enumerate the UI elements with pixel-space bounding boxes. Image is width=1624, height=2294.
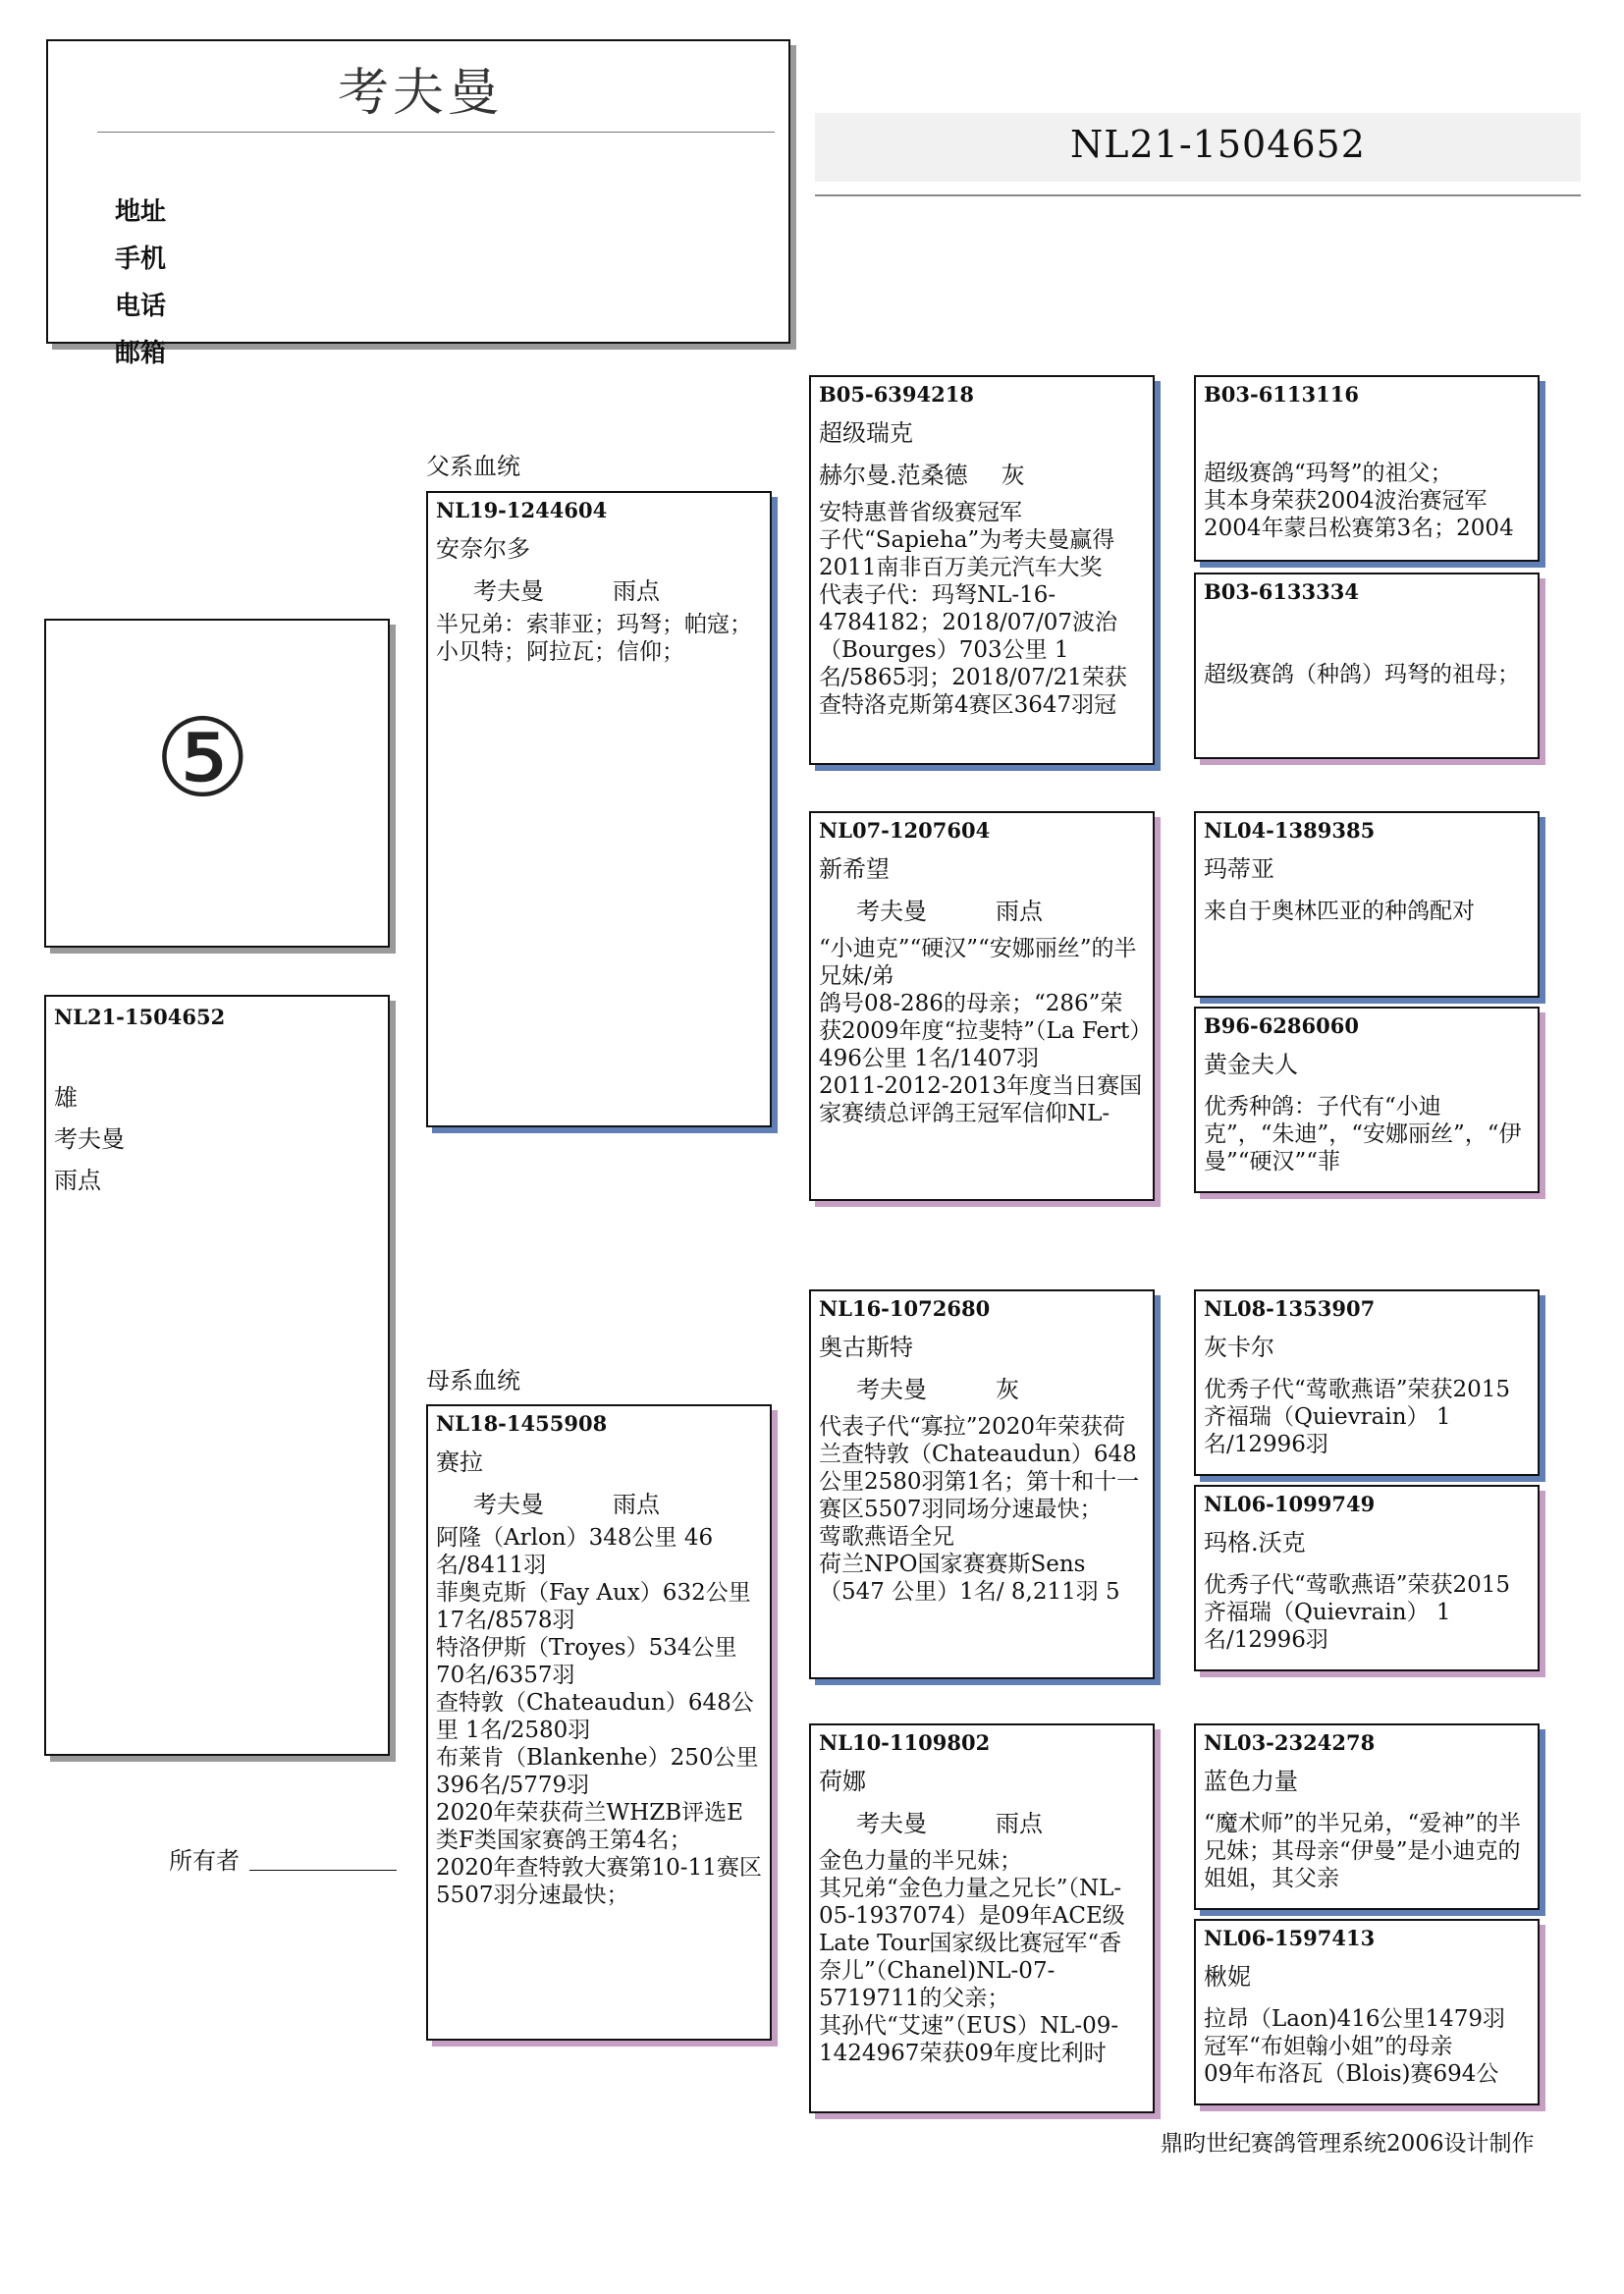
gp1-name: 超级瑞克 [819,419,913,447]
gp1-ring: B05-6394218 [819,382,974,407]
subject-color: 雨点 [54,1167,101,1194]
subject-details [54,1077,125,1201]
sire-box [426,491,772,1127]
grandparent-box-3 [809,1289,1155,1679]
great-grandparent-box-2 [1194,573,1540,759]
gp3-ring: NL16-1072680 [819,1296,991,1321]
gp3-breeder-row [811,1373,1019,1406]
ring-header: NL21-1504652 [1070,123,1366,166]
ggp7-name: 蓝色力量 [1204,1768,1298,1795]
great-grandparent-box-7 [1194,1723,1540,1910]
ggp8-notes: 拉昂（Laon)416公里1479羽冠军“布妲翰小姐”的母亲 09年布洛瓦（Blois)赛694公 [1204,2006,1506,2087]
gp1-breeder-row [811,459,1025,492]
ggp4-notes: 优秀种鸽：子代有“小迪克”，“朱迪”，“安娜丽丝”，“伊曼”“硬汉”“菲 [1204,1094,1522,1174]
grandparent-box-1 [809,375,1155,765]
owner-name: 考夫曼 [337,64,503,123]
gp2-breeder-row [811,895,1043,928]
photo-mark: ⑤ [154,695,251,821]
gp2-name: 新希望 [819,855,890,883]
ggp6-name: 玛格.沃克 [1204,1529,1306,1557]
gp2-color: 雨点 [996,898,1043,925]
gp3-color: 灰 [996,1376,1019,1403]
ggp5-name: 灰卡尔 [1204,1334,1274,1361]
gp3-breeder: 考夫曼 [856,1376,927,1403]
great-grandparent-box-5 [1194,1289,1540,1476]
great-grandparent-box-3 [1194,811,1540,998]
gp3-name: 奥古斯特 [819,1334,913,1361]
sire-color: 雨点 [613,577,660,605]
great-grandparent-box-1 [1194,375,1540,562]
owner-card [46,39,790,368]
ggp3-ring: NL04-1389385 [1204,818,1376,843]
ggp5-ring: NL08-1353907 [1204,1296,1376,1321]
dam-breeder: 考夫曼 [473,1491,544,1518]
owner-label: 所有者 [169,1847,240,1875]
ring-header-underline [815,194,1581,196]
photo-box [44,619,390,948]
email-label: 邮箱 [115,339,167,368]
ggp2-notes: 超级赛鸽（种鸽）玛弩的祖母； [1204,662,1520,687]
phone-label: 电话 [115,292,167,321]
dam-section-label: 母系血统 [426,1367,520,1394]
ggp3-notes: 来自于奥林匹亚的种鸽配对 [1204,899,1475,924]
ggp3-name: 玛蒂亚 [1204,855,1274,883]
contact-labels [115,189,166,377]
sire-breeder-row [428,574,660,608]
ggp1-notes: 超级赛鸽“玛弩”的祖父； 其本身荣获2004波治赛冠军 2004年蒙吕松赛第3名；2004 [1204,461,1514,541]
gp4-ring: NL10-1109802 [819,1730,991,1755]
subject-box [44,995,390,1756]
subject-sex: 雄 [54,1084,78,1112]
gp1-breeder: 赫尔曼.范桑德 [819,462,968,489]
gp1-notes: 安特惠普省级赛冠军 子代“Sapieha”为考夫曼赢得2011南非百万美元汽车大奖 代表子代：玛弩NL-16-4784182；2018/07/07波治（Bourges）703公里 1名/5865羽；2018/07/21荣获查特洛克斯第4赛区3647羽冠 [819,500,1127,718]
subject-breeder: 考夫曼 [54,1125,125,1153]
great-grandparent-box-6 [1194,1485,1540,1671]
dam-color: 雨点 [613,1491,660,1518]
dam-notes: 阿隆（Arlon）348公里 46名/8411羽 菲奥克斯（Fay Aux）632公里 17名/8578羽 特洛伊斯（Troyes）534公里 70名/6357羽 查特敦（Chateaudun）648公里 1名/2580羽 布莱肯（Blankenhe）250公里 396名/5779羽 2020年荣获荷兰WHZB评选E类F类国家赛鸽王第4名； 2020年查特敦大赛第10-11赛区5507羽分速最快； [436,1525,762,1908]
sire-ring: NL19-1244604 [436,498,608,522]
grandparent-box-2 [809,811,1155,1201]
ggp7-notes: “魔术师”的半兄弟，“爱神”的半兄妹；其母亲“伊曼”是小迪克的姐姐，其父亲 [1204,1811,1522,1891]
ggp5-notes: 优秀子代“莺歌燕语”荣获2015齐福瑞（Quievrain） 1名/12996羽 [1204,1377,1511,1457]
subject-ring: NL21-1504652 [54,1005,226,1029]
gp3-notes: 代表子代“寡拉”2020年荣获荷兰查特敦（Chateaudun）648公里2580羽第1名；第十和十一赛区5507羽同场分速最快； 莺歌燕语全兄 荷兰NPO国家赛赛斯Sens（547 公里）1名/ 8,211羽 5 [819,1414,1140,1605]
sire-notes: 半兄弟：索菲亚；玛弩；帕寇；小贝特；阿拉瓦；信仰； [436,612,752,665]
grandparent-box-4 [809,1723,1155,2113]
ggp4-name: 黄金夫人 [1204,1051,1298,1078]
dam-breeder-row [428,1488,660,1521]
gp2-breeder: 考夫曼 [856,898,927,925]
gp4-color: 雨点 [996,1810,1043,1837]
ggp2-ring: B03-6133334 [1204,579,1359,604]
great-grandparent-box-4 [1194,1007,1540,1193]
dam-name: 赛拉 [436,1448,483,1476]
dam-ring: NL18-1455908 [436,1411,608,1436]
gp2-notes: “小迪克”“硬汉”“安娜丽丝”的半兄妹/弟 鸽号08-286的母亲；“286”荣获2009年度“拉斐特”（La Fert）496公里 1名/1407羽 2011-2012-2013年度当日赛国家赛绩总评鸽王冠军信仰NL- [819,936,1143,1126]
ggp8-name: 楸妮 [1204,1963,1251,1991]
gp1-color: 灰 [1001,462,1025,489]
owner-card-divider [97,132,775,133]
great-grandparent-box-8 [1194,1919,1540,2105]
owner-signature [169,1846,397,1876]
footer-credit: 鼎昀世纪赛鸽管理系统2006设计制作 [1161,2131,1535,2157]
mobile-label: 手机 [115,245,167,274]
sire-section-label: 父系血统 [426,453,520,480]
address-label: 地址 [115,197,167,227]
dam-box [426,1404,772,2041]
gp4-breeder-row [811,1807,1043,1840]
owner-signature-line [249,1870,397,1871]
gp2-ring: NL07-1207604 [819,818,991,843]
gp4-breeder: 考夫曼 [856,1810,927,1837]
ggp6-ring: NL06-1099749 [1204,1492,1376,1516]
ggp6-notes: 优秀子代“莺歌燕语”荣获2015齐福瑞（Quievrain） 1名/12996羽 [1204,1572,1511,1653]
gp4-notes: 金色力量的半兄妹； 其兄弟“金色力量之兄长”（NL-05-1937074）是09年ACE级Late Tour国家级比赛冠军“香奈儿”（Chanel)NL-07-5719711的父亲； 其孙代“艾速”（EUS）NL-09-1424967荣获09年度比利时 [819,1848,1125,2066]
ggp4-ring: B96-6286060 [1204,1013,1359,1038]
sire-breeder: 考夫曼 [473,577,544,605]
sire-name: 安奈尔多 [436,535,530,563]
ggp1-ring: B03-6113116 [1204,382,1359,407]
ggp7-ring: NL03-2324278 [1204,1730,1376,1755]
ggp8-ring: NL06-1597413 [1204,1926,1376,1950]
gp4-name: 荷娜 [819,1768,866,1795]
